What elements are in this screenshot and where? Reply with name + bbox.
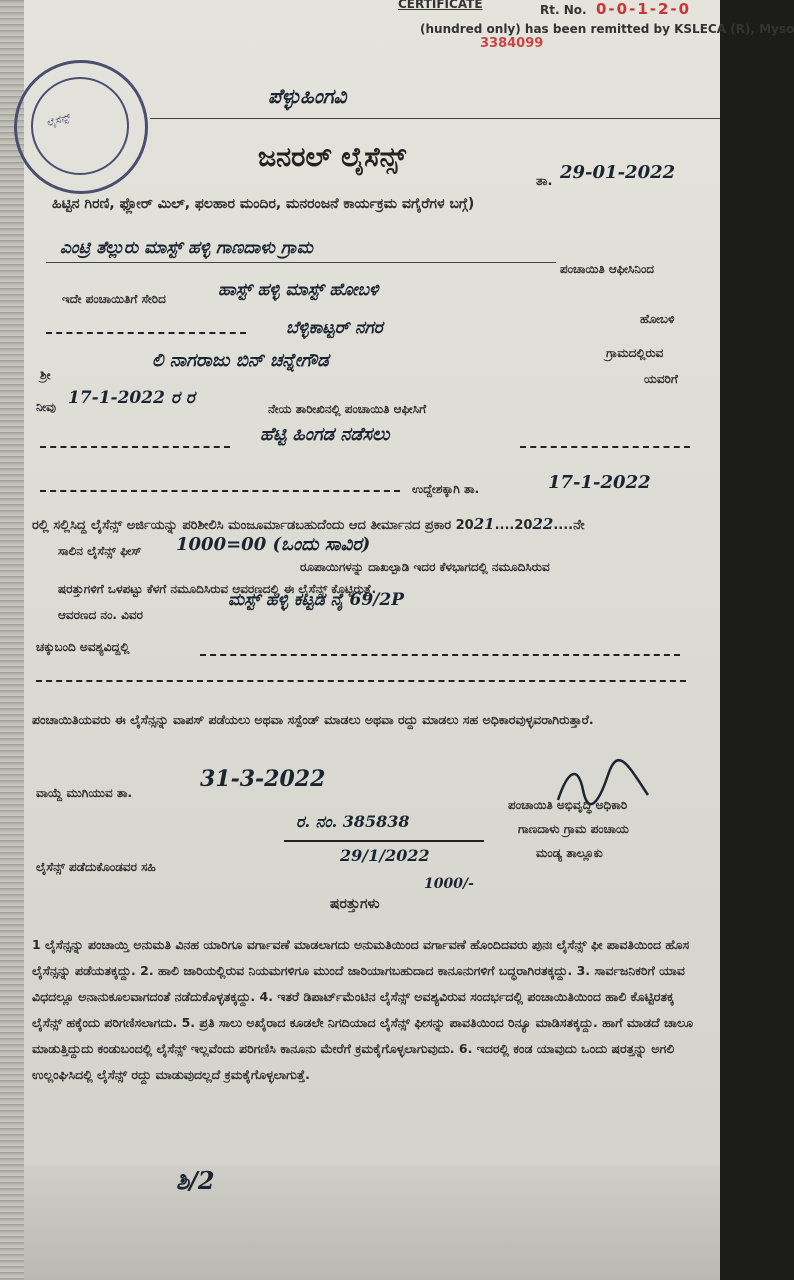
hobali-label: ಹೋಬಳಿ bbox=[640, 312, 675, 326]
expiry-date: 31-3-2022 bbox=[200, 766, 326, 792]
conditions-intro: ಷರತ್ತುಗಳಿಗೆ ಒಳಪಟ್ಟು ಕೆಳಗೆ ನಮೂದಿಸಿರುವ ಆವರಣದಲ್ಲಿ ಈ ಲೈಸೆನ್ಸ್ ಕೊಟ್ಟಿರುತ್ತೆ. bbox=[58, 582, 377, 596]
bottom-scribble: ಶಿ/2 bbox=[176, 1166, 215, 1195]
dash-line-5 bbox=[200, 654, 680, 656]
applicant-name: ಲಿ ನಾಗರಾಜು ಬಿನ್ ಚನ್ನೇಗೌಡ bbox=[152, 350, 329, 371]
officer-title: ಪಂಚಾಯಿತಿ ಅಭಿವೃದ್ಧಿ ಅಧಿಕಾರಿ bbox=[508, 798, 628, 812]
panchayat-office-label: ಪಂಚಾಯಿತಿ ಆಫೀಸಿನಿಂದ bbox=[560, 262, 655, 276]
expiry-label: ವಾಯ್ದೆ ಮುಗಿಯುವ ತಾ. bbox=[36, 786, 133, 800]
premises-details: ಮಸ್ಟ್ ಹಳ್ಳಿ ಕಟ್ಟಡ ನೈ 69/2P bbox=[228, 590, 404, 610]
gram-label: ಗ್ರಾಮದಲ್ಲಿರುವ bbox=[606, 346, 664, 360]
officer-panchayat: ಗಾಣದಾಳು ಗ್ರಾಮ ಪಂಚಾಯ bbox=[518, 822, 629, 836]
fee-label: ಸಾಲಿನ ಲೈಸೆನ್ಸ್ ಫೀಸ್ bbox=[58, 544, 142, 558]
neevu-text: ನೇಯ ತಾರೀಖಿನಲ್ಲಿ ಪಂಚಾಯಿತಿ ಆಫೀಸಿಗೆ bbox=[268, 402, 427, 416]
applicant-line-3: ಬೆಳ್ಳಿಕಾಟ್ಟರ್ ನಗರ bbox=[286, 318, 383, 338]
approval-text: ರಲ್ಲಿ ಸಲ್ಲಿಸಿದ್ದ ಲೈಸೆನ್ಸ್ ಅರ್ಜಿಯನ್ನು ಪರಿಶೀಲಿಸಿ ಮಂಜೂರ್ಮಾಡಬಹುದೆಂದು ಆದ ತೀರ್ಮಾನದ ಪ್ರಕಾರ 20 bbox=[32, 518, 474, 533]
applicant-line-2: ಹಾಸ್ಟ್ ಹಳ್ಳಿ ಮಾಸ್ಟ್ ಹೋಬಳಿ bbox=[218, 280, 379, 300]
neevu-label: ನೀವು bbox=[36, 400, 56, 414]
remit-text: (hundred only) has been remitted by KSLECA (R), Myso bbox=[420, 22, 794, 36]
chakku-label: ಚಕ್ಕುಬಂದಿ ಅವಶ್ಯವಿದ್ದಲ್ಲಿ bbox=[36, 640, 130, 654]
dash-line-4 bbox=[40, 490, 400, 492]
seal-inner-ring bbox=[31, 77, 129, 175]
issue-date: 29-01-2022 bbox=[560, 162, 676, 183]
year-from: 21 bbox=[473, 515, 495, 533]
dash-line-1 bbox=[46, 332, 246, 334]
avarana-label: ಆವರಣದ ನಂ. ವಿವರ bbox=[58, 608, 143, 622]
seri-label: ಇದೇ ಪಂಚಾಯಿತಿಗೆ ಸೇರಿದ bbox=[62, 292, 166, 306]
receipt-number: ರ. ನಂ. 385838 bbox=[296, 812, 410, 831]
application-date: 17-1-2022 ರ ರ bbox=[68, 388, 195, 408]
rt-no-value: 0-0-1-2-0 bbox=[596, 0, 692, 18]
top-rule bbox=[150, 118, 720, 119]
fee-amount: 1000=00 (ಒಂದು ಸಾವಿರ) bbox=[176, 534, 371, 555]
ne-label: ನೇ bbox=[573, 518, 585, 533]
yavarige-label: ಯವರಿಗೆ bbox=[644, 372, 678, 386]
conditions-text: 1 ಲೈಸೆನ್ಸನ್ನು ಪಂಚಾಯ್ತಿ ಅನುಮತಿ ವಿನಹ ಯಾರಿಗೂ ವರ್ಗಾವಣೆ ಮಾಡಲಾಗದು ಅನುಮತಿಯಿಂದ ವರ್ಗಾವಣೆ ಹೊಂದಿದವರು ಪುನಃ ಲೈಸೆನ್ಸ್ ಫೀ ಪಾವತಿಯಿಂದ ಹೊಸ ಲೈಸೆನ್ಸನ್ನು ಪಡೆಯತಕ್ಕದ್ದು. 2. ಹಾಲಿ ಜಾರಿಯಲ್ಲಿರುವ ನಿಯಮಗಳಿಗೂ ಮುಂದೆ ಜಾರಿಯಾಗಬಹುದಾದ ಕಾನೂನುಗಳಿಗೆ ಬದ್ಧರಾಗಿರತಕ್ಕದ್ದು. 3. ಸಾರ್ವಜನಿಕರಿಗೆ ಯಾವ ವಿಧದಲ್ಲೂ ಅನಾನುಕೂಲವಾಗದಂತೆ ನಡೆದುಕೊಳ್ಳತಕ್ಕದ್ದು. 4. ಇತರೆ ಡಿಪಾರ್ಟ್‌ಮೆಂಟಿನ ಲೈಸೆನ್ಸ್ ಅವಶ್ಯವಿರುವ ಸಂದರ್ಭದಲ್ಲಿ ಪಂಚಾಯಿತಿಯಿಂದ ಹಾಲಿ ಕೊಟ್ಟಿರತಕ್ಕ ಲೈಸೆನ್ಸ್ ಹಕ್ಕೆಂದು ಪರಿಗಣಿಸಲಾಗದು. 5. ಪ್ರತಿ ಸಾಲು ಅಖೈರಾದ ಕೂಡಲೇ ನಿಗದಿಯಾದ ಲೈಸೆನ್ಸ್ ಫೀಸನ್ನು ಪಾವತಿಯಿಂದ ರಿನ್ಯೂ ಮಾಡಿಸತಕ್ಕದ್ದು. ಹಾಗೆ ಮಾಡದೆ ಚಾಲೂ ಮಾಡುತ್ತಿದ್ದುದು ಕಂಡುಬಂದಲ್ಲಿ ಲೈಸೆನ್ಸ್ ಇಲ್ಲವೆಂದು ಪರಿಗಣಿಸಿ ಕಾನೂನು ಮೇರೆಗೆ ಕ್ರಮಕೈಗೊಳ್ಳಲಾಗುವುದು. 6. ಇದರಲ್ಲಿ ಕಂಡ ಯಾವುದು ಒಂದು ಷರತ್ತನ್ನು ಅಗಲಿ ಉಲ್ಲಂಘಿಸಿದಲ್ಲಿ ಲೈಸೆನ್ಸ್ ರದ್ದು ಮಾಡುವುದಲ್ಲದೆ ಕ್ರಮಕೈಗೊಳ್ಳಲಾಗುತ್ತೆ. bbox=[32, 937, 694, 1082]
conditions-title: ಷರತ್ತುಗಳು bbox=[330, 896, 380, 912]
serial-number: 3384099 bbox=[480, 36, 544, 51]
date-label: ತಾ. bbox=[536, 174, 553, 189]
seal-label: ಲೈಸೆನ್ಸ್ bbox=[45, 112, 73, 129]
sri-label: ಶ್ರೀ bbox=[40, 368, 51, 382]
applicant-line-1: ಎಂಟ್ರಿ ತೆಲ್ಲುರು ಮಾಸ್ಟ್ ಹಳ್ಳಿ ಗಾಣದಾಳು ಗ್ರಾಮ bbox=[60, 238, 313, 258]
approval-paragraph: ರಲ್ಲಿ ಸಲ್ಲಿಸಿದ್ದ ಲೈಸೆನ್ಸ್ ಅರ್ಜಿಯನ್ನು ಪರಿಶೀಲಿಸಿ ಮಂಜೂರ್ಮಾಡಬಹುದೆಂದು ಆದ ತೀರ್ಮಾನದ ಪ್ರಕಾರ 2021....2022....ನೇ bbox=[32, 515, 585, 533]
uddesha-label: ಉದ್ದೇಶಕ್ಕಾಗಿ ತಾ. bbox=[412, 482, 480, 496]
line-1 bbox=[46, 262, 556, 263]
authority-paragraph: ಪಂಚಾಯಿತಿಯವರು ಈ ಲೈಸೆನ್ಸನ್ನು ವಾಪಸ್ ಪಡೆಯಲು ಅಥವಾ ಸಸ್ಪೆಂಡ್ ಮಾಡಲು ಅಥವಾ ರದ್ದು ಮಾಡಲು ಸಹ ಅಧಿಕಾರವುಳ್ಳವರಾಗಿರುತ್ತಾರೆ. bbox=[32, 712, 594, 727]
dash-line-2 bbox=[40, 446, 230, 448]
page-bottom-shadow bbox=[24, 1165, 720, 1280]
license-title: ಜನರಲ್ ಲೈಸೆನ್ಸ್ bbox=[258, 142, 406, 173]
receipt-amount: 1000/- bbox=[424, 876, 474, 892]
panchayat-seal bbox=[14, 60, 148, 194]
application-date-2: 17-1-2022 bbox=[548, 472, 651, 493]
receipt-date: 29/1/2022 bbox=[340, 846, 430, 865]
rt-no-label: Rt. No. bbox=[540, 3, 587, 17]
receipt-rule bbox=[284, 840, 484, 842]
purpose: ಹೆಟ್ಟಿ ಹಿಂಗಡ ನಡೆಸಲು bbox=[260, 424, 390, 445]
holder-signature-label: ಲೈಸೆನ್ಸ್ ಪಡೆದುಕೊಂಡವರ ಸಹಿ bbox=[36, 860, 156, 874]
certificate-heading: CERTIFICATE bbox=[398, 0, 483, 11]
year-to: 22 bbox=[532, 515, 554, 533]
fee-text: ರೂಪಾಯಿಗಳನ್ನು ದಾಖಲ್ಪಾಡಿ ಇದರ ಕೆಳಭಾಗದಲ್ಲಿ ನಮೂದಿಸಿರುವ bbox=[300, 560, 550, 574]
dash-line-6 bbox=[36, 680, 686, 682]
officer-taluk: ಮಂಡ್ಯ ತಾಲ್ಲೂಕು bbox=[536, 846, 603, 860]
village-heading: ಪೆಳ್ಳುಹಿಂಗವಿ bbox=[268, 84, 347, 108]
license-subtitle: ಹಿಟ್ಟಿನ ಗಿರಣಿ, ಫ್ಲೋರ್ ಮಿಲ್, ಫಲಹಾರ ಮಂದಿರ, ಮನರಂಜನೆ ಕಾರ್ಯಕ್ರಮ ವಗೈರೆಗಳ ಬಗ್ಗೆ) bbox=[52, 196, 475, 212]
dash-line-3 bbox=[520, 446, 690, 448]
